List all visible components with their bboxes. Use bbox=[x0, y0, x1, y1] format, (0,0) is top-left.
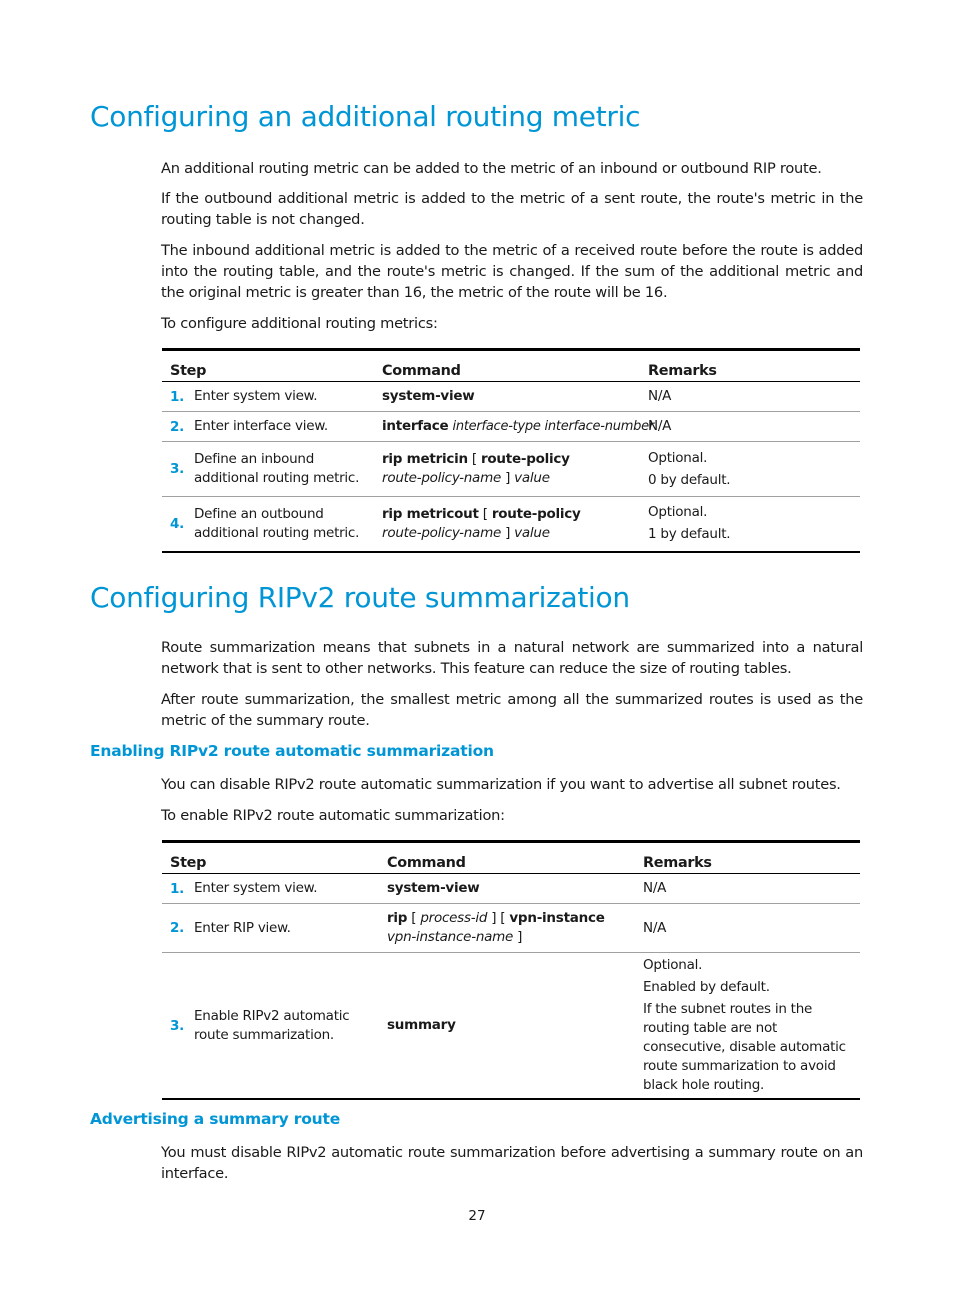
remark-line: 1 by default. bbox=[648, 526, 731, 543]
step-description: Define an inbound additional routing metric. bbox=[194, 451, 360, 486]
subsection-heading-summary-route: Advertising a summary route bbox=[90, 1110, 341, 1128]
command-cell bbox=[374, 412, 654, 442]
command-keyword: vpn-instance bbox=[509, 910, 605, 926]
column-header-command: Command bbox=[387, 855, 466, 871]
subsection-heading-auto-summarization: Enabling RIPv2 route automatic summarization bbox=[90, 742, 494, 760]
column-header-command: Command bbox=[382, 363, 461, 379]
section-heading-additional-metric: Configuring an additional routing metric bbox=[90, 100, 641, 133]
command-keyword: route-policy bbox=[480, 451, 570, 467]
command-bracket: ] bbox=[513, 929, 523, 945]
remark-line: Optional. bbox=[643, 957, 703, 973]
command-cell bbox=[374, 442, 640, 497]
table-row bbox=[162, 904, 860, 953]
command-keyword: system-view bbox=[382, 388, 475, 404]
command-cell bbox=[379, 904, 635, 953]
command-bracket: ] bbox=[501, 470, 515, 486]
command-bracket: [ bbox=[478, 505, 492, 522]
command-keyword: summary bbox=[387, 1017, 456, 1033]
remark-line: If the subnet routes in the routing table are not consecutive, disable automatic route summarization to avoid black hole routing. bbox=[643, 1001, 846, 1093]
remark-line: Optional. bbox=[648, 449, 708, 466]
paragraph: An additional routing metric can be added to the metric of an inbound or outbound RIP route. bbox=[161, 160, 822, 177]
command-bracket: ] bbox=[501, 524, 515, 541]
command-keyword: rip metricout bbox=[382, 505, 479, 522]
command-argument: interface-type interface-number bbox=[452, 419, 654, 434]
step-description: Define an outbound additional routing metric. bbox=[194, 505, 360, 541]
step-number: 3. bbox=[170, 461, 185, 477]
command-argument: process-id bbox=[420, 910, 488, 926]
command-keyword: route-policy bbox=[491, 505, 581, 522]
step-description: Enter system view. bbox=[194, 388, 318, 404]
remark-line: 0 by default. bbox=[648, 471, 731, 488]
step-description: Enable RIPv2 automatic route summarization. bbox=[194, 1007, 350, 1043]
remarks-cell: N/A bbox=[643, 880, 667, 896]
table-row bbox=[162, 382, 860, 412]
command-argument: route-policy-name bbox=[382, 524, 502, 541]
page-number: 27 bbox=[468, 1208, 486, 1224]
command-keyword: rip bbox=[387, 910, 408, 926]
paragraph: To enable RIPv2 route automatic summarization: bbox=[161, 807, 505, 824]
step-description: Enter system view. bbox=[194, 880, 318, 896]
step-number: 2. bbox=[170, 920, 185, 936]
command-argument: vpn-instance-name bbox=[387, 929, 514, 945]
table-row bbox=[162, 953, 860, 1100]
remarks-cell: N/A bbox=[643, 919, 667, 936]
command-cell bbox=[379, 953, 635, 1100]
column-header-remarks: Remarks bbox=[648, 363, 717, 379]
column-header-remarks: Remarks bbox=[643, 855, 712, 871]
remarks-cell bbox=[640, 497, 860, 552]
paragraph: After route summarization, the smallest metric among all the summarized routes is used as the metric of the summary route. bbox=[161, 691, 863, 729]
section-heading-route-summarization: Configuring RIPv2 route summarization bbox=[90, 581, 630, 614]
command-cell bbox=[379, 874, 635, 904]
command-keyword: interface bbox=[382, 418, 449, 434]
command-keyword: system-view bbox=[387, 880, 480, 896]
command-argument: value bbox=[514, 524, 550, 541]
remark-line: Enabled by default. bbox=[643, 979, 770, 995]
remarks-cell: N/A bbox=[648, 418, 672, 434]
step-description: Enter interface view. bbox=[194, 418, 328, 434]
command-keyword: rip metricin bbox=[382, 451, 468, 467]
command-bracket: [ bbox=[407, 910, 421, 926]
remarks-cell bbox=[635, 953, 860, 1100]
table-row bbox=[162, 497, 860, 552]
step-description: Enter RIP view. bbox=[194, 919, 291, 936]
command-argument: route-policy-name bbox=[382, 470, 502, 486]
table-header-row bbox=[162, 842, 860, 874]
metric-config-table bbox=[162, 348, 860, 553]
remark-line: Optional. bbox=[648, 504, 708, 521]
command-bracket: [ bbox=[467, 451, 481, 467]
table-row bbox=[162, 412, 860, 442]
command-argument: value bbox=[514, 470, 550, 486]
step-number: 1. bbox=[170, 388, 185, 405]
table-row bbox=[162, 442, 860, 497]
paragraph: If the outbound additional metric is added to the metric of a sent route, the route's metric in the routing table is not changed. bbox=[161, 190, 863, 228]
command-cell bbox=[374, 382, 640, 412]
paragraph: To configure additional routing metrics: bbox=[161, 315, 438, 332]
column-header-step: Step bbox=[170, 363, 207, 379]
step-number: 1. bbox=[170, 880, 185, 897]
command-cell bbox=[374, 497, 640, 552]
paragraph: You can disable RIPv2 route automatic summarization if you want to advertise all subnet routes. bbox=[161, 776, 841, 793]
summarization-config-table bbox=[162, 840, 860, 1100]
remarks-cell: N/A bbox=[648, 388, 672, 404]
table-row bbox=[162, 874, 860, 904]
remarks-cell bbox=[640, 442, 860, 497]
paragraph: The inbound additional metric is added to the metric of a received route before the route is added into the routing table, and the route's metric is changed. If the sum of the additional metric and the original metric is greater than 16, the metric of the route will be 16. bbox=[161, 242, 863, 301]
command-bracket: ] [ bbox=[487, 910, 510, 926]
step-number: 2. bbox=[170, 418, 185, 435]
column-header-step: Step bbox=[170, 855, 207, 871]
table-header-row bbox=[162, 350, 860, 382]
paragraph: Route summarization means that subnets in a natural network are summarized into a natural network that is sent to other networks. This feature can reduce the size of routing tables. bbox=[161, 639, 863, 677]
paragraph: You must disable RIPv2 automatic route summarization before advertising a summary route on an interface. bbox=[161, 1144, 863, 1182]
step-number: 3. bbox=[170, 1017, 185, 1034]
step-number: 4. bbox=[170, 515, 185, 532]
